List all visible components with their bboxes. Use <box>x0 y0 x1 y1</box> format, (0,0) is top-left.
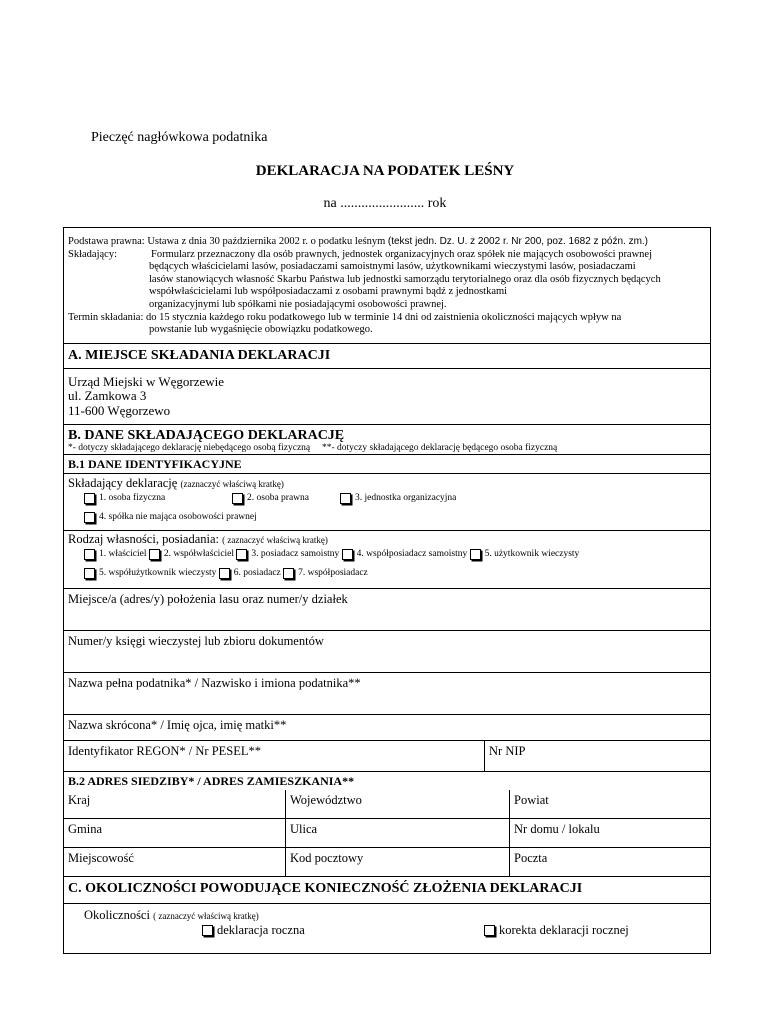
field-label: Nr domu / lokalu <box>514 822 600 837</box>
deadline-line <box>68 312 706 325</box>
nip-field[interactable] <box>485 741 710 771</box>
circumstances-hint: ( zaznaczyć właściwą kratkę) <box>153 911 259 922</box>
tax-office-address <box>64 368 710 425</box>
checkbox[interactable] <box>84 549 95 560</box>
correction-option[interactable] <box>484 923 629 938</box>
postal-code-field[interactable] <box>286 848 510 876</box>
full-name-field[interactable] <box>64 672 710 714</box>
commune-field[interactable] <box>64 819 286 847</box>
option-label: 4. spółka nie mająca osobowości prawnej <box>99 512 257 523</box>
ownership-options-row2 <box>68 566 706 585</box>
ownership-option-1[interactable] <box>84 547 146 562</box>
section-a-title: A. MIEJSCE SKŁADANIA DEKLARACJI <box>64 343 710 368</box>
ownership-options-row1 <box>68 547 706 566</box>
ownership-option-2[interactable] <box>149 547 234 562</box>
land-register-field[interactable] <box>64 630 710 672</box>
filer-line: współwłaścicielami lub współposiadaczami z osobami prawnymi bądź z jednostkami <box>149 286 508 298</box>
option-label: 5. współużytkownik wieczysty <box>99 568 217 579</box>
regon-pesel-label: Identyfikator REGON* / Nr PESEL** <box>68 744 262 759</box>
field-label: Ulica <box>290 822 318 837</box>
regon-pesel-field[interactable] <box>64 741 485 771</box>
ownership-hint: ( zaznaczyć właściwą kratkę) <box>222 535 328 546</box>
option-label: 7. współposiadacz <box>298 568 368 579</box>
option-label: 1. osoba fizyczna <box>99 493 166 504</box>
deadline-text: do 15 stycznia każdego roku podatkowego lub w terminie 14 dni od zaistnienia okoliczności mających wpływ na <box>146 311 622 323</box>
option-label: 1. właściciel <box>99 549 147 560</box>
checkbox[interactable] <box>219 568 230 579</box>
field-label: Miejscowość <box>68 851 134 866</box>
option-label: 6. posiadacz <box>233 568 281 579</box>
id-row <box>64 740 710 771</box>
checkbox[interactable] <box>84 512 95 523</box>
filer-label: Składający: <box>68 248 117 260</box>
address-row-1 <box>64 790 710 818</box>
field-label: Województwo <box>290 793 362 808</box>
filer-line: będących właścicielami lasów, posiadaczami samoistnymi lasów, użytkownikami wieczystymi lasów, posiadaczami <box>149 261 636 273</box>
ownership-option-6[interactable] <box>84 566 216 581</box>
field-label: Kod pocztowy <box>290 851 364 866</box>
house-number-field[interactable] <box>510 819 710 847</box>
filer-type-option-3[interactable] <box>340 491 456 506</box>
legal-basis-label: Podstawa prawna: <box>68 236 145 247</box>
filer-type-hint: (zaznaczyć właściwą kratkę) <box>180 479 284 490</box>
address-row-2 <box>64 818 710 847</box>
checkbox[interactable] <box>84 568 95 579</box>
county-field[interactable] <box>510 790 710 818</box>
office-street: ul. Zamkowa 3 <box>68 388 147 404</box>
legal-basis-reference: (tekst jedn. Dz. U. z 2002 r. Nr 200, poz. 1682 z późn. zm.) <box>387 236 649 247</box>
note-legal-entity: *- dotyczy składającego deklarację niebędącego osobą fizyczną <box>68 443 311 454</box>
section-b-header <box>64 424 710 454</box>
legal-basis-text: Ustawa z dnia 30 października 2002 r. o podatku leśnym <box>147 236 386 247</box>
checkbox[interactable] <box>236 549 247 560</box>
option-label: 2. współwłaściciel <box>163 549 235 560</box>
nip-label: Nr NIP <box>489 744 526 759</box>
filer-block <box>68 249 706 262</box>
filer-type-option-4[interactable] <box>84 510 257 525</box>
checkbox[interactable] <box>232 493 243 504</box>
short-name-label: Nazwa skrócona* / Imię ojca, imię matki** <box>68 718 287 733</box>
forest-location-label: Miejsce/a (adres/y) położenia lasu oraz numer/y działek <box>68 592 348 607</box>
filer-type-option-2[interactable] <box>232 491 340 506</box>
short-name-field[interactable] <box>64 714 710 740</box>
circumstances-label: Okoliczności <box>84 908 150 923</box>
deadline-text-cont: powstanie lub wygaśnięcie obowiązku podatkowego. <box>149 324 373 336</box>
option-label: 3. jednostka organizacyjna <box>355 493 457 504</box>
filer-type-options-row2 <box>68 510 706 529</box>
ownership-type-group <box>64 530 710 588</box>
option-label: 3. posiadacz samoistny <box>251 549 340 560</box>
filer-type-options <box>68 491 706 510</box>
filer-line: organizacyjnymi lub spółkami nie posiadającymi osobowości prawnej. <box>149 298 447 310</box>
page-title: DEKLARACJA NA PODATEK LEŚNY <box>255 163 515 179</box>
checkbox[interactable] <box>202 925 213 936</box>
filer-line: Formularz przeznaczony dla osób prawnych, jednostek organizacyjnych oraz spółek nie mających osobowości prawnej <box>151 248 653 260</box>
filer-type-group <box>64 473 710 530</box>
option-label: deklaracja roczna <box>217 923 305 938</box>
field-label: Gmina <box>68 822 103 837</box>
office-city: 11-600 Węgorzewo <box>68 402 171 418</box>
country-field[interactable] <box>64 790 286 818</box>
option-label: 4. współposiadacz samoistny <box>356 549 468 560</box>
checkbox[interactable] <box>340 493 351 504</box>
field-label: Poczta <box>514 851 548 866</box>
option-label: 2. osoba prawna <box>247 493 309 504</box>
annual-declaration-option[interactable] <box>202 923 305 938</box>
declaration-form <box>63 227 711 954</box>
ownership-option-8[interactable] <box>283 566 368 581</box>
ownership-option-7[interactable] <box>219 566 281 581</box>
field-label: Powiat <box>514 793 549 808</box>
office-name: Urząd Miejski w Węgorzewie <box>68 373 225 389</box>
land-register-label: Numer/y księgi wieczystej lub zbioru dokumentów <box>68 634 324 649</box>
ownership-label: Rodzaj własności, posiadania: <box>68 532 220 547</box>
checkbox[interactable] <box>149 549 160 560</box>
circumstances-group <box>64 903 710 953</box>
b2-title: B.2 ADRES SIEDZIBY* / ADRES ZAMIESZKANIA** <box>64 771 710 790</box>
locality-field[interactable] <box>64 848 286 876</box>
section-b-title: B. DANE SKŁADAJĄCEGO DEKLARACJĘ <box>68 428 345 444</box>
option-label: 5. użytkownik wieczysty <box>484 549 580 560</box>
province-field[interactable] <box>286 790 510 818</box>
ownership-option-5[interactable] <box>470 547 580 562</box>
forest-location-field[interactable] <box>64 588 710 630</box>
ownership-option-3[interactable] <box>236 547 339 562</box>
deadline-label: Termin składania: <box>68 311 144 323</box>
filer-type-option-1[interactable] <box>84 491 232 506</box>
section-b-notes <box>68 443 706 454</box>
header-stamp-label: Pieczęć nagłówkowa podatnika <box>91 130 268 145</box>
checkbox[interactable] <box>283 568 294 579</box>
checkbox[interactable] <box>470 549 481 560</box>
street-field[interactable] <box>286 819 510 847</box>
option-label: korekta deklaracji rocznej <box>499 923 629 938</box>
filer-line: lasów stanowiących własność Skarbu Państwa lub jednostki samorządu terytorialnego oraz dla osób fizycznych będących <box>149 273 661 285</box>
note-natural-person: **- dotyczy składającego deklarację będącego osoba fizyczną <box>322 443 558 454</box>
section-c-title: C. OKOLICZNOŚCI POWODUJĄCE KONIECZNOŚĆ ZŁOŻENIA DEKLARACJI <box>64 876 710 903</box>
checkbox[interactable] <box>342 549 353 560</box>
ownership-option-4[interactable] <box>342 547 468 562</box>
full-name-label: Nazwa pełna podatnika* / Nazwisko i imiona podatnika** <box>68 676 361 691</box>
address-row-3 <box>64 847 710 876</box>
year-line: na ........................ rok <box>323 196 447 211</box>
b1-title: B.1 DANE IDENTYFIKACYJNE <box>64 454 710 473</box>
checkbox[interactable] <box>84 493 95 504</box>
checkbox[interactable] <box>484 925 495 936</box>
legal-basis-line <box>68 236 706 249</box>
post-office-field[interactable] <box>510 848 710 876</box>
filer-type-label: Składający deklarację <box>68 476 178 491</box>
legal-basis-block <box>64 228 710 343</box>
field-label: Kraj <box>68 793 91 808</box>
